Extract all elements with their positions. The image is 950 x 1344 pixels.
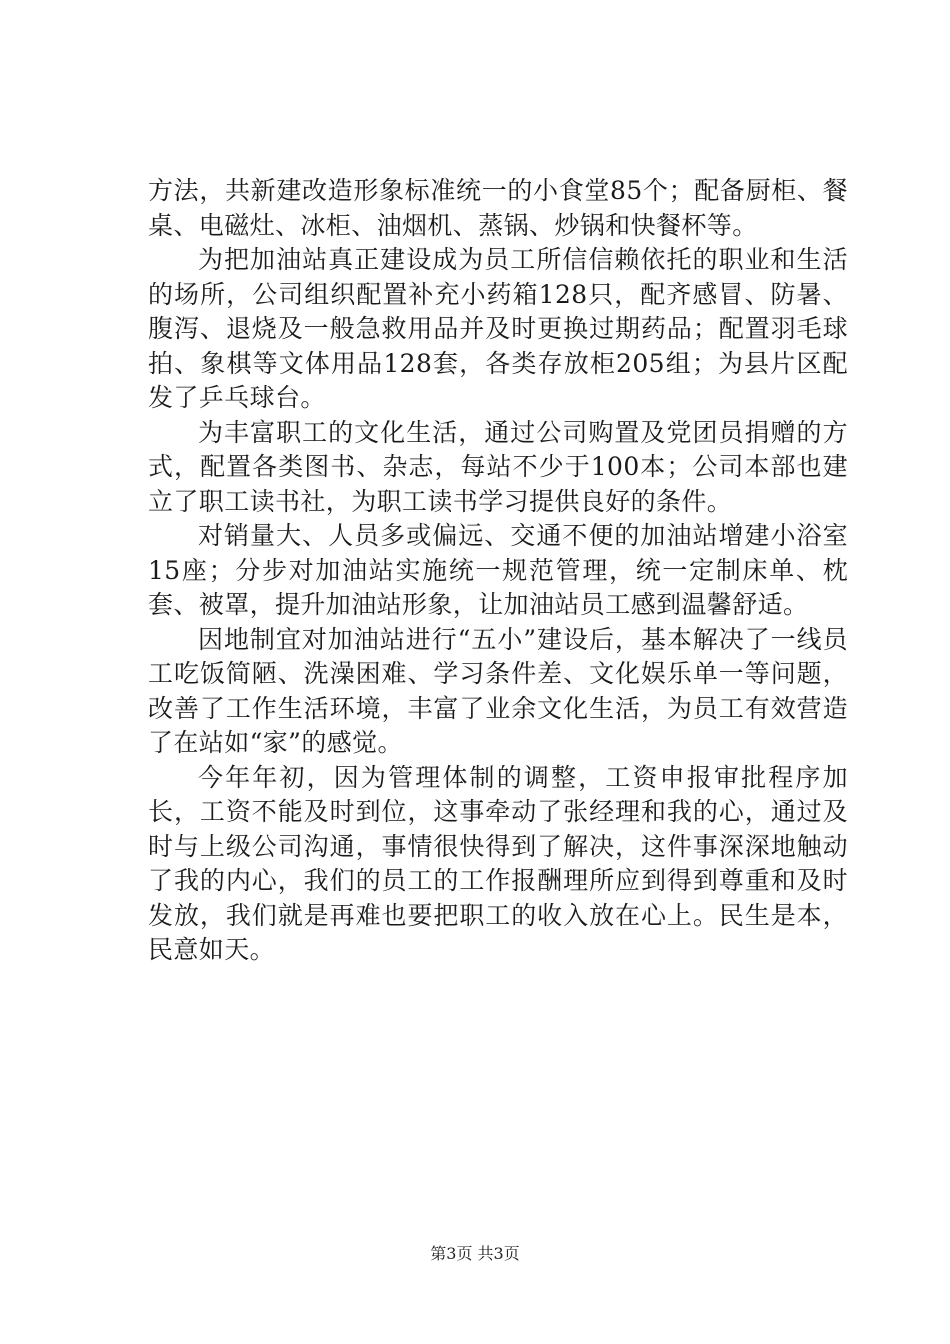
page-footer: 第3页 共3页 <box>430 1244 520 1263</box>
paragraph-continued: 方法，共新建改造形象标准统一的小食堂85个；配备厨柜、餐桌、电磁灶、冰柜、油烟机、蒸锅、炒锅和快餐杯等。 <box>148 176 848 240</box>
paragraph-bathrooms: 对销量大、人员多或偏远、交通不便的加油站增建小浴室15座；分步对加油站实施统一规范管理，统一定制床单、枕套、被罩，提升加油站形象，让加油站员工感到温馨舒适。 <box>148 521 848 619</box>
paragraph-medicine-kits: 为把加油站真正建设成为员工所信信赖依托的职业和生活的场所，公司组织配置补充小药箱128只，配齐感冒、防暑、腹泻、退烧及一般急救用品并及时更换过期药品；配置羽毛球拍、象棋等文体用品128套，各类存放柜205组；为县片区配发了乒乓球台。 <box>148 245 848 412</box>
paragraph-wages: 今年年初，因为管理体制的调整，工资申报审批程序加长，工资不能及时到位，这事牵动了张经理和我的心，通过及时与上级公司沟通，事情很快得到了解决，这件事深深地触动了我的内心，我们的员工的工作报酬理所应到得到尊重和及时发放，我们就是再难也要把职工的收入放在心上。民生是本，民意如天。 <box>148 762 848 964</box>
document-body <box>148 174 848 968</box>
paragraph-cultural-life: 为丰富职工的文化生活，通过公司购置及党团员捐赠的方式，配置各类图书、杂志，每站不少于100本；公司本部也建立了职工读书社，为职工读书学习提供良好的条件。 <box>148 417 848 516</box>
paragraph-five-small-construction: 因地制宜对加油站进行“五小”建设后，基本解决了一线员工吃饭简陋、洗澡困难、学习条件差、文化娱乐单一等问题，改善了工作生活环境，丰富了业余文化生活，为员工有效营造了在站如“家”的感觉。 <box>148 624 848 757</box>
